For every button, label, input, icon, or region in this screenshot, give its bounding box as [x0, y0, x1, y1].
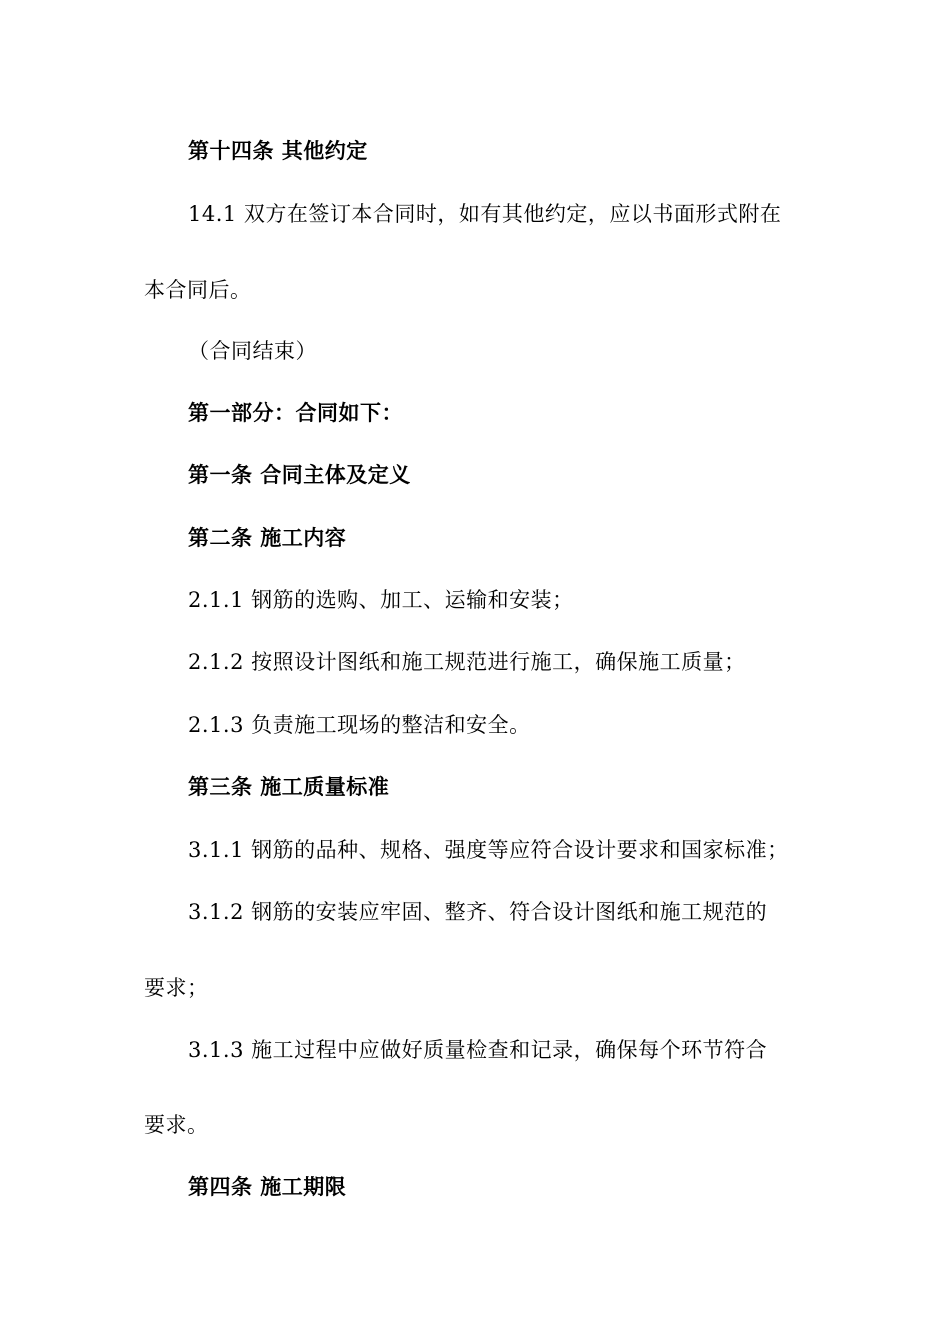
clause-3-1-2: 3.1.2 钢筋的安装应牢固、整齐、符合设计图纸和施工规范的 — [188, 900, 768, 924]
part-one-heading: 第一部分：合同如下： — [188, 400, 403, 425]
clause-3-1-3-continued: 要求。 — [144, 1113, 209, 1137]
section-heading-2: 第二条 施工内容 — [188, 525, 347, 550]
section-heading-3: 第三条 施工质量标准 — [188, 774, 390, 799]
clause-2-1-1: 2.1.1 钢筋的选购、加工、运输和安装； — [188, 588, 574, 612]
section-heading-4: 第四条 施工期限 — [188, 1174, 347, 1199]
section-heading-14: 第十四条 其他约定 — [188, 138, 368, 163]
contract-end-note: （合同结束） — [188, 339, 317, 363]
clause-14-1-continued: 本合同后。 — [144, 278, 252, 302]
section-heading-1: 第一条 合同主体及定义 — [188, 462, 411, 487]
clause-14-1: 14.1 双方在签订本合同时，如有其他约定，应以书面形式附在 — [188, 202, 782, 226]
clause-3-1-1: 3.1.1 钢筋的品种、规格、强度等应符合设计要求和国家标准； — [188, 838, 789, 862]
clause-3-1-2-continued: 要求； — [144, 976, 209, 1000]
clause-2-1-3: 2.1.3 负责施工现场的整洁和安全。 — [188, 713, 531, 737]
clause-2-1-2: 2.1.2 按照设计图纸和施工规范进行施工，确保施工质量； — [188, 650, 746, 674]
clause-3-1-3: 3.1.3 施工过程中应做好质量检查和记录，确保每个环节符合 — [188, 1038, 768, 1062]
